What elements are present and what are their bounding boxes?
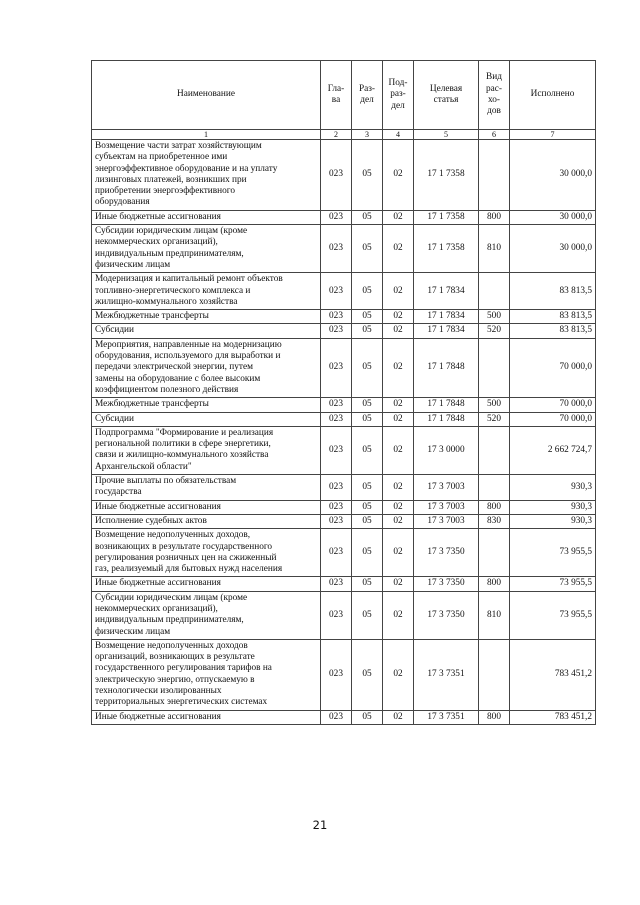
table-row	[92, 426, 596, 474]
row-exp-type: 810	[479, 225, 510, 273]
row-executed: 70 000,0	[510, 398, 596, 412]
row-name: Мероприятия, направленные на модернизацию оборудования, используемого для выработки и передачи электрической энергии, путем замены на оборудование с более высоким коэффициентом полезного действия	[92, 338, 321, 397]
row-section: 05	[352, 591, 383, 639]
row-chapter: 023	[321, 577, 352, 591]
table-row	[92, 475, 596, 501]
row-target: 17 1 7848	[414, 338, 479, 397]
row-chapter: 023	[321, 412, 352, 426]
row-executed: 930,3	[510, 475, 596, 501]
row-section: 05	[352, 426, 383, 474]
row-subsection: 02	[383, 514, 414, 528]
row-chapter: 023	[321, 591, 352, 639]
row-executed: 30 000,0	[510, 140, 596, 211]
row-target: 17 1 7848	[414, 412, 479, 426]
row-chapter: 023	[321, 426, 352, 474]
row-target: 17 1 7834	[414, 310, 479, 324]
table-row	[92, 210, 596, 224]
row-section: 05	[352, 338, 383, 397]
header-row	[92, 61, 596, 130]
row-exp-type: 520	[479, 412, 510, 426]
table-row	[92, 338, 596, 397]
row-subsection: 02	[383, 324, 414, 338]
row-target: 17 1 7834	[414, 324, 479, 338]
table-row	[92, 324, 596, 338]
budget-table	[91, 60, 596, 725]
table-row	[92, 639, 596, 710]
row-name: Иные бюджетные ассигнования	[92, 577, 321, 591]
table-row	[92, 398, 596, 412]
row-exp-type	[479, 475, 510, 501]
column-number: 1	[92, 130, 321, 140]
row-chapter: 023	[321, 514, 352, 528]
row-subsection: 02	[383, 577, 414, 591]
table-row	[92, 273, 596, 310]
column-number: 5	[414, 130, 479, 140]
row-target: 17 3 7350	[414, 577, 479, 591]
row-name: Субсидии	[92, 412, 321, 426]
row-target: 17 3 7003	[414, 514, 479, 528]
row-subsection: 02	[383, 398, 414, 412]
row-exp-type	[479, 338, 510, 397]
row-executed: 70 000,0	[510, 412, 596, 426]
row-section: 05	[352, 210, 383, 224]
row-section: 05	[352, 310, 383, 324]
row-target: 17 3 7003	[414, 475, 479, 501]
row-exp-type: 500	[479, 310, 510, 324]
row-subsection: 02	[383, 475, 414, 501]
row-target: 17 3 7351	[414, 710, 479, 724]
row-chapter: 023	[321, 324, 352, 338]
row-name: Модернизация и капитальный ремонт объектов топливно-энергетического комплекса и жилищно-коммунального хозяйства	[92, 273, 321, 310]
row-section: 05	[352, 398, 383, 412]
row-section: 05	[352, 529, 383, 577]
row-executed: 83 813,5	[510, 273, 596, 310]
row-subsection: 02	[383, 225, 414, 273]
row-exp-type	[479, 273, 510, 310]
row-executed: 30 000,0	[510, 210, 596, 224]
row-subsection: 02	[383, 639, 414, 710]
header-name: Наименование	[92, 61, 321, 130]
row-chapter: 023	[321, 338, 352, 397]
row-section: 05	[352, 514, 383, 528]
row-name: Подпрограмма "Формирование и реализация региональной политики в сфере энергетики, связи и жилищно-коммунального хозяйства Архангельской области"	[92, 426, 321, 474]
row-section: 05	[352, 577, 383, 591]
header-section: Раз- дел	[352, 61, 383, 130]
row-section: 05	[352, 475, 383, 501]
header-target: Целевая статья	[414, 61, 479, 130]
row-chapter: 023	[321, 710, 352, 724]
row-name: Межбюджетные трансферты	[92, 310, 321, 324]
row-exp-type: 500	[479, 398, 510, 412]
row-name: Субсидии юридическим лицам (кроме некоммерческих организаций), индивидуальным предпринимателям, физическим лицам	[92, 591, 321, 639]
row-section: 05	[352, 639, 383, 710]
column-numbers-row	[92, 130, 596, 140]
row-name: Межбюджетные трансферты	[92, 398, 321, 412]
table-row	[92, 577, 596, 591]
row-subsection: 02	[383, 529, 414, 577]
column-number: 2	[321, 130, 352, 140]
row-subsection: 02	[383, 338, 414, 397]
row-name: Субсидии юридическим лицам (кроме некоммерческих организаций), индивидуальным предпринимателям, физическим лицам	[92, 225, 321, 273]
row-section: 05	[352, 324, 383, 338]
header-chapter: Гла- ва	[321, 61, 352, 130]
row-section: 05	[352, 225, 383, 273]
row-exp-type	[479, 426, 510, 474]
header-exp-type: Вид рас- хо- дов	[479, 61, 510, 130]
row-exp-type: 800	[479, 577, 510, 591]
row-target: 17 3 7003	[414, 500, 479, 514]
table-row	[92, 500, 596, 514]
row-executed: 83 813,5	[510, 324, 596, 338]
row-exp-type: 520	[479, 324, 510, 338]
row-name: Иные бюджетные ассигнования	[92, 710, 321, 724]
table-row	[92, 310, 596, 324]
row-target: 17 1 7834	[414, 273, 479, 310]
row-section: 05	[352, 273, 383, 310]
row-exp-type: 800	[479, 210, 510, 224]
table-row	[92, 412, 596, 426]
row-subsection: 02	[383, 210, 414, 224]
row-subsection: 02	[383, 140, 414, 211]
row-section: 05	[352, 412, 383, 426]
row-exp-type	[479, 529, 510, 577]
column-number: 6	[479, 130, 510, 140]
column-number: 3	[352, 130, 383, 140]
row-subsection: 02	[383, 310, 414, 324]
table-row	[92, 140, 596, 211]
row-executed: 73 955,5	[510, 577, 596, 591]
row-chapter: 023	[321, 529, 352, 577]
row-executed: 783 451,2	[510, 710, 596, 724]
row-target: 17 1 7358	[414, 140, 479, 211]
table-row	[92, 710, 596, 724]
row-executed: 30 000,0	[510, 225, 596, 273]
page-number: 21	[312, 818, 328, 832]
row-name: Прочие выплаты по обязательствам государства	[92, 475, 321, 501]
row-executed: 783 451,2	[510, 639, 596, 710]
column-number: 4	[383, 130, 414, 140]
row-subsection: 02	[383, 591, 414, 639]
row-target: 17 1 7848	[414, 398, 479, 412]
row-executed: 930,3	[510, 500, 596, 514]
row-subsection: 02	[383, 273, 414, 310]
row-exp-type: 810	[479, 591, 510, 639]
row-subsection: 02	[383, 500, 414, 514]
row-section: 05	[352, 710, 383, 724]
row-name: Возмещение части затрат хозяйствующим субъектам на приобретенное ими энергоэффективное оборудование и на уплату лизинговых платежей, возникших при приобретении энергоэффективного оборудования	[92, 140, 321, 211]
row-chapter: 023	[321, 310, 352, 324]
row-target: 17 3 7350	[414, 529, 479, 577]
header-executed: Исполнено	[510, 61, 596, 130]
row-name: Возмещение недополученных доходов, возникающих в результате государственного регулирования розничных цен на сжиженный газ, реализуемый для бытовых нужд населения	[92, 529, 321, 577]
row-exp-type: 800	[479, 710, 510, 724]
row-executed: 930,3	[510, 514, 596, 528]
row-executed: 70 000,0	[510, 338, 596, 397]
row-exp-type: 800	[479, 500, 510, 514]
table-row	[92, 514, 596, 528]
row-target: 17 3 7350	[414, 591, 479, 639]
row-chapter: 023	[321, 475, 352, 501]
row-chapter: 023	[321, 140, 352, 211]
row-chapter: 023	[321, 273, 352, 310]
row-name: Иные бюджетные ассигнования	[92, 210, 321, 224]
row-target: 17 1 7358	[414, 210, 479, 224]
row-executed: 83 813,5	[510, 310, 596, 324]
row-target: 17 3 7351	[414, 639, 479, 710]
row-chapter: 023	[321, 398, 352, 412]
table-row	[92, 591, 596, 639]
row-chapter: 023	[321, 639, 352, 710]
column-number: 7	[510, 130, 596, 140]
row-executed: 73 955,5	[510, 591, 596, 639]
row-executed: 73 955,5	[510, 529, 596, 577]
row-chapter: 023	[321, 500, 352, 514]
row-subsection: 02	[383, 710, 414, 724]
row-exp-type	[479, 639, 510, 710]
row-name: Возмещение недополученных доходов организаций, возникающих в результате государственного регулирования тарифов на электрическую энергию, отпускаемую в технологически изолированных территориальных энергетических системах	[92, 639, 321, 710]
row-section: 05	[352, 140, 383, 211]
row-executed: 2 662 724,7	[510, 426, 596, 474]
row-target: 17 3 0000	[414, 426, 479, 474]
row-subsection: 02	[383, 412, 414, 426]
row-section: 05	[352, 500, 383, 514]
row-subsection: 02	[383, 426, 414, 474]
row-exp-type	[479, 140, 510, 211]
table-row	[92, 529, 596, 577]
row-name: Исполнение судебных актов	[92, 514, 321, 528]
row-chapter: 023	[321, 210, 352, 224]
row-target: 17 1 7358	[414, 225, 479, 273]
table-body	[92, 140, 596, 725]
row-exp-type: 830	[479, 514, 510, 528]
table-row	[92, 225, 596, 273]
header-subsection: Под- раз- дел	[383, 61, 414, 130]
row-name: Субсидии	[92, 324, 321, 338]
row-chapter: 023	[321, 225, 352, 273]
row-name: Иные бюджетные ассигнования	[92, 500, 321, 514]
